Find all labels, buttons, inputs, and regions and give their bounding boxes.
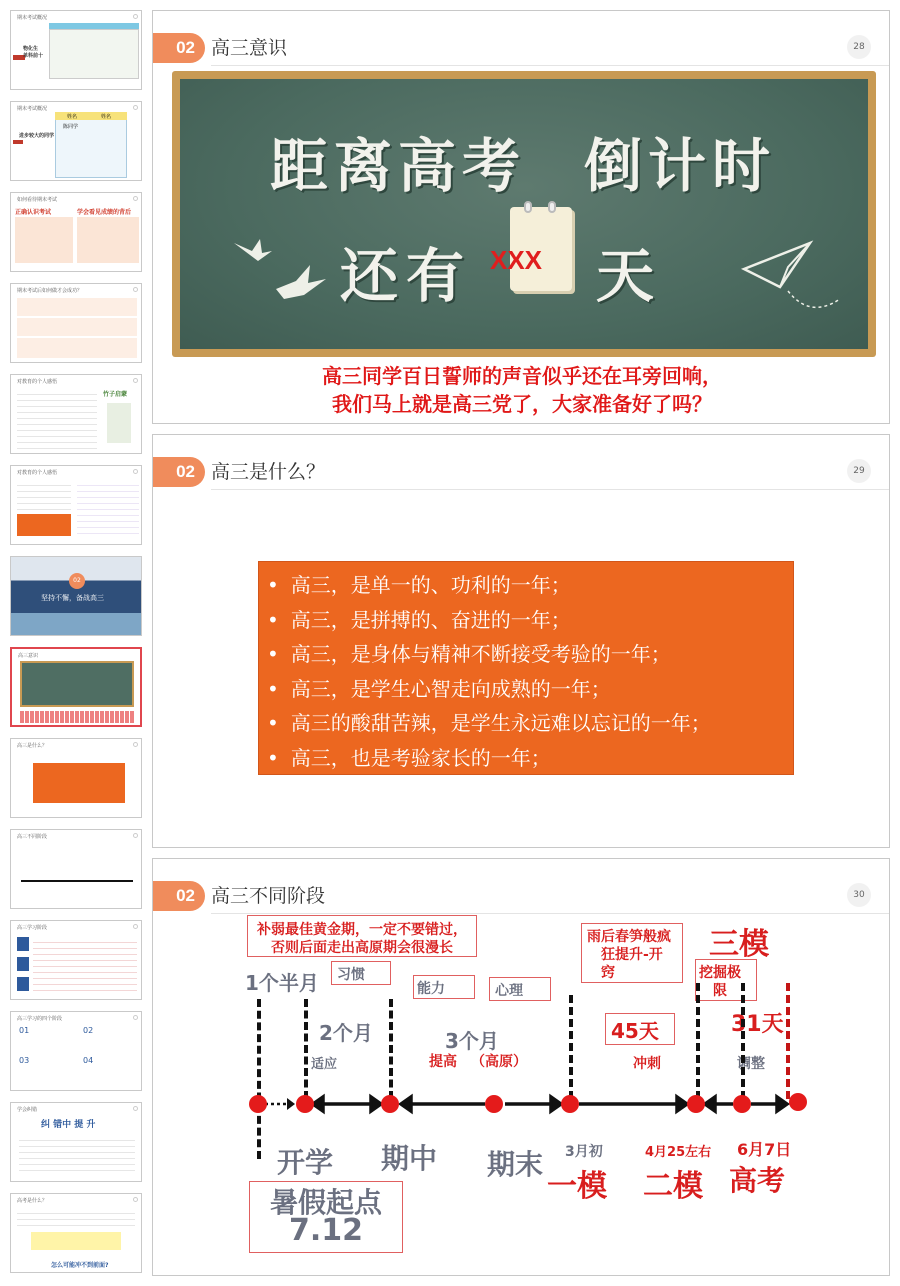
text-block [17, 389, 97, 449]
stage-divider [304, 999, 308, 1099]
text-block [17, 338, 137, 358]
slide-29 [152, 434, 890, 848]
slide-thumbnail-6[interactable] [10, 465, 142, 545]
timeline-dot [381, 1095, 399, 1113]
note-spring-3: 窍 [601, 965, 615, 981]
thumb-label: 坚持不懈，备战高三 [41, 594, 104, 602]
timeline-dot [733, 1095, 751, 1113]
page-number: 29 [847, 459, 871, 483]
thumb-page-circle [133, 469, 138, 474]
kaixue-label: 开学 [277, 1146, 334, 1179]
orange-block [17, 514, 71, 536]
stage-divider [741, 983, 745, 1099]
paper-plane-icon [740, 229, 850, 329]
caption-line-2: 我们马上就是高三党了，大家准备好了吗？ [332, 392, 712, 416]
thumb-title: 高三不同阶段 [17, 834, 48, 840]
note-line-2: 否则后面走出高原期会很漫长 [271, 940, 453, 956]
summer-start-date: 7.12 [288, 1213, 364, 1248]
thumb-title: 高三是什么？ [17, 743, 48, 749]
second-mock-label: 二模 [643, 1169, 703, 1204]
two-month-label: 2个月 [319, 1021, 373, 1045]
slide-thumbnail-4[interactable] [10, 283, 142, 363]
thumb-title: 高考是什么？ [17, 1198, 48, 1204]
thumb-page-circle [133, 1197, 138, 1202]
slide-30 [152, 858, 890, 1276]
slide-thumbnail-14[interactable] [10, 1193, 142, 1273]
thumb-title: 如何看待期末考试 [17, 197, 58, 203]
slide-thumbnail-12[interactable] [10, 1011, 142, 1091]
table-header [55, 112, 127, 120]
text-block [17, 298, 137, 316]
final-label: 期末 [487, 1148, 544, 1181]
timeline-dot [561, 1095, 579, 1113]
improve-label: 提高 [429, 1054, 457, 1070]
stage-divider [389, 999, 393, 1099]
slide-title: 高三是什么？ [211, 461, 326, 483]
thumb-page-circle [133, 1106, 138, 1111]
slide-thumbnail-8-selected[interactable] [10, 647, 142, 727]
thumb-title: 高三学习的四个阶段 [17, 1016, 63, 1022]
three-month-label: 3个月 [445, 1029, 499, 1053]
thumb-label: 学会看见成绩的背后 [77, 209, 132, 216]
thumb-page-circle [133, 1015, 138, 1020]
highlight-block [31, 1232, 121, 1250]
thumb-page-circle [133, 196, 138, 201]
chalk-text-line2a: 还有 [340, 242, 473, 310]
note-spring-1: 雨后春笋般疯 [587, 929, 671, 945]
thumb-label [109, 844, 123, 854]
stage-divider [786, 983, 790, 1099]
list-item: • 高三，也是考验家长的一年； [267, 741, 793, 776]
header-divider [211, 913, 889, 914]
slide-title: 高三不同阶段 [211, 885, 326, 907]
thumb-page-circle [133, 833, 138, 838]
table-header-cell: 姓名 [67, 114, 78, 120]
chalkboard-frame [172, 71, 876, 357]
thumb-page-circle [133, 742, 138, 747]
thumb-page-circle [133, 287, 138, 292]
thumb-label: 竹子启蒙 [103, 391, 128, 398]
slide-thumbnail-13[interactable] [10, 1102, 142, 1182]
chalkboard [180, 79, 868, 349]
slide-28 [152, 10, 890, 424]
label-block [17, 977, 29, 991]
timeline-dot [687, 1095, 705, 1113]
caption-text [20, 711, 134, 723]
list-item: • 高三，是单一的、功利的一年； [267, 568, 793, 603]
slide-header [153, 457, 889, 487]
calendar-ring [548, 201, 556, 213]
orange-block [33, 763, 125, 803]
text-block [77, 480, 139, 538]
chalk-text-line2b: 天 [596, 242, 655, 310]
slide-thumbnail-panel [0, 0, 150, 1286]
section-badge: 02 [153, 457, 205, 487]
note-wajue-1: 挖掘极 [699, 965, 741, 981]
thumb-title: 高三学习阶段 [17, 925, 48, 931]
timeline-dot [249, 1095, 267, 1113]
slide-thumbnail-3[interactable] [10, 192, 142, 272]
slide-thumbnail-2[interactable] [10, 101, 142, 181]
text-block [17, 318, 137, 336]
arrow-icon [13, 140, 23, 144]
slide-title: 高三意识 [211, 37, 288, 59]
table-cell: 陈同学 [63, 124, 79, 130]
march-label: 3月初 [565, 1144, 603, 1160]
sprint-label: 冲刺 [633, 1056, 661, 1072]
section-number: 02 [69, 573, 85, 589]
thumb-page-circle [133, 378, 138, 383]
habit-label: 习惯 [337, 967, 365, 983]
half-month-label: 1个半月 [245, 971, 319, 995]
chalkboard-image [20, 661, 134, 707]
slide-thumbnail-1[interactable] [10, 10, 142, 90]
page-number: 28 [847, 35, 871, 59]
thumb-title: 期末考试概况 [17, 106, 48, 112]
step-number: 03 [19, 1056, 30, 1065]
thumb-label: 单科前十 [23, 53, 44, 59]
slide-header [153, 881, 889, 911]
slide-thumbnail-9[interactable] [10, 738, 142, 818]
bamboo-image [107, 403, 131, 443]
plateau-label: （高原） [471, 1054, 527, 1070]
mind-label: 心理 [495, 983, 523, 999]
thumb-label: 正确认识考试 [15, 209, 52, 216]
timeline-dot [789, 1093, 807, 1111]
days-31-label: 31天 [731, 1012, 784, 1037]
table [55, 112, 127, 178]
adjust-label: 调整 [737, 1056, 765, 1072]
table-body [49, 29, 139, 79]
slide-thumbnail-11[interactable] [10, 920, 142, 1000]
thumb-title: 对教育的个人感悟 [17, 470, 58, 476]
slide-thumbnail-7[interactable] [10, 556, 142, 636]
list-item: • 高三，是学生心智走向成熟的一年； [267, 672, 793, 707]
thumb-title: 学会纠错 [17, 1107, 38, 1113]
text-block [33, 937, 137, 993]
april-label: 4月25左右 [645, 1145, 712, 1160]
slide-thumbnail-10[interactable] [10, 829, 142, 909]
stage-divider [696, 983, 700, 1099]
adapt-label: 适应 [311, 1057, 338, 1072]
list-item: • 高三的酸甜苦辣，是学生永远难以忘记的一年； [267, 706, 793, 741]
header-divider [211, 65, 889, 66]
slide-thumbnail-5[interactable] [10, 374, 142, 454]
thumb-title: 高三意识 [18, 653, 39, 659]
june-label: 6月7日 [737, 1140, 792, 1159]
stage-divider [257, 999, 261, 1159]
thumb-title: 对教育的个人感悟 [17, 379, 58, 385]
section-badge: 02 [153, 33, 205, 63]
section-badge: 02 [153, 881, 205, 911]
summer-start-label: 暑假起点 [269, 1186, 382, 1219]
note-spring-2: 狂提升-开 [601, 947, 663, 963]
ability-label: 能力 [417, 981, 445, 997]
label-block [17, 937, 29, 951]
first-mock-label: 一模 [547, 1169, 607, 1204]
third-mock-label: 三模 [709, 927, 769, 962]
days-remaining-placeholder: XXX [490, 245, 543, 275]
list-item: • 高三，是拼搏的、奋进的一年； [267, 603, 793, 638]
step-number: 02 [83, 1026, 94, 1035]
note-line-1: 补弱最佳黄金期，一定不要错过， [257, 922, 467, 938]
thumb-label: 纠 错中 提 升 [41, 1120, 96, 1130]
thumb-page-circle [133, 924, 138, 929]
text-block [15, 217, 73, 263]
timeline-dot [296, 1095, 314, 1113]
thumb-page-circle [133, 105, 138, 110]
calendar-ring [524, 201, 532, 213]
dove-icon [226, 229, 336, 309]
timeline-line [21, 880, 133, 882]
thumb-label: 怎么可能冲不到前面? [51, 1262, 109, 1269]
gaosan-definition-list [258, 561, 794, 775]
stage-divider [569, 995, 573, 1099]
label-block [17, 957, 29, 971]
note-wajue-2: 限 [713, 983, 727, 999]
text-block [17, 480, 71, 510]
thumb-label: 物化生 [23, 46, 39, 52]
text-block [77, 217, 139, 263]
page-number: 30 [847, 883, 871, 907]
text-block [17, 1208, 135, 1228]
days-45-label: 45天 [611, 1019, 659, 1043]
slide-header [153, 33, 889, 63]
chalk-text-line1b: 倒计时 [584, 132, 777, 200]
table-header-cell: 姓名 [101, 114, 112, 120]
step-number: 01 [19, 1026, 30, 1035]
gaokao-label: 高考 [729, 1164, 786, 1197]
chalk-text-line1a: 距离高考 [270, 132, 527, 200]
timeline-dot [485, 1095, 503, 1113]
thumb-page-circle [133, 14, 138, 19]
step-number: 04 [83, 1056, 94, 1065]
text-block [19, 1135, 135, 1175]
header-divider [211, 489, 889, 490]
thumb-title: 期末考试概况 [17, 15, 48, 21]
caption-line-1: 高三同学百日誓师的声音似乎还在耳旁回响， [322, 364, 722, 388]
midterm-label: 期中 [381, 1142, 438, 1175]
thumb-title: 期末考试后如何做才会成功？ [17, 288, 83, 294]
thumb-label: 进步较大的同学 [19, 133, 55, 139]
list-item: • 高三，是身体与精神不断接受考验的一年； [267, 637, 793, 672]
